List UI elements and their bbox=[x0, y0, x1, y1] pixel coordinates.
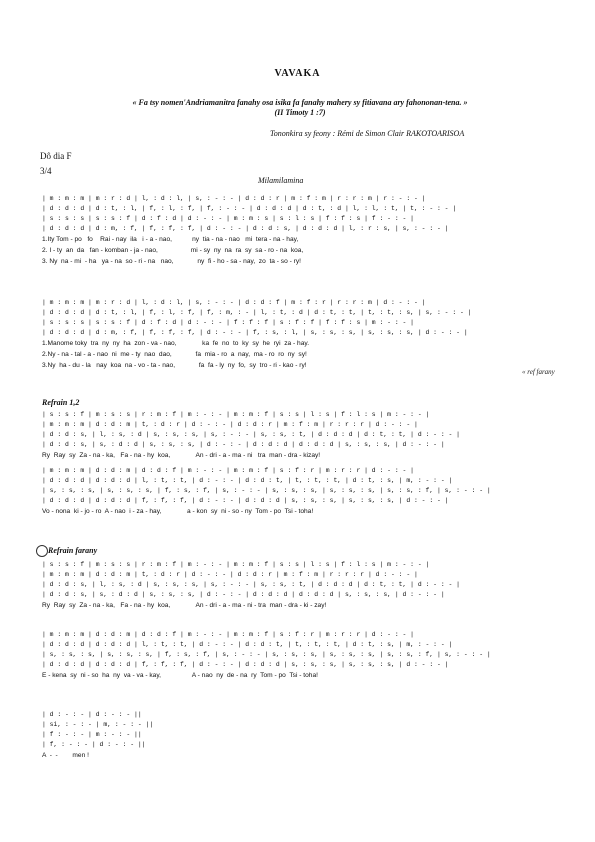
bass-line: | d : d : s, | s, : d : d | s, : s, : s, | d : - : - | d : d : d | d : d : d | s, : s, : s, | d : - : - | bbox=[42, 441, 445, 448]
soprano-line: | m : m : m | m : r : d | l, : d : l, | s, : - : - | d : d : f | m : f : r | r : r : m | d : - : - | bbox=[42, 299, 426, 306]
score-system-4 bbox=[42, 466, 562, 517]
epigraph bbox=[40, 98, 560, 118]
alto-line: | m : m : m | d : d : m | t, : d : r | d : - : - | d : d : r | m : f : m | r : r : r | d : - : - | bbox=[42, 421, 418, 428]
alto-line: | d : d : d | d : d : d | l, : t, : t, | d : - : - | d : d : t, | t, : t, : t, | d : t, : s, | m, : - : - | bbox=[42, 641, 453, 648]
tenor-line: | s : s : s | s : s : f | d : f : d | d : - : - | m : m : s | s : l : s | f : f : s | f : - : - | bbox=[42, 215, 414, 222]
score-system-6 bbox=[42, 630, 562, 681]
alto-line: | m : m : m | d : d : m | t, : d : r | d : - : - | d : d : r | m : f : m | r : r : r | d : - : - | bbox=[42, 571, 418, 578]
lyric-line: 3. Ny na - mi - ha ya - na so - ri - na nao, ny fi - ho - sa - nay, zo ta - so - ry! bbox=[42, 258, 301, 265]
lyric-line: 3.Ny ha - du - la nay koa na - vo - ta - nao, fa fa - ly ny fo, sy tro - ri - kao - ry! bbox=[42, 362, 307, 369]
alto-line: | d : d : d | d : t, : l, | f, : l, : f, | f, : m, : - | l, : t, : d | d : t, : t, | t, : t, : s, | s, : - : - | bbox=[42, 309, 472, 316]
lyric-line: 1.Manome toky tra ny ny ha zon - va - nao, ka fe no to ky sy he ryi za - hay. bbox=[42, 340, 310, 347]
lyric-line: Vo - nona ki - jo - ro A - nao i - za - hay, a - kon sy ni - so - ny Tom - po Tsi - toha! bbox=[42, 508, 314, 515]
lyric-line: A - - men ! bbox=[42, 752, 89, 759]
score-system-3 bbox=[42, 410, 562, 461]
soprano-line: | s : s : f | m : s : s | r : m : f | m : - : - | m : m : f | s : s | l : s | f : l : s | m : - : - | bbox=[42, 411, 430, 418]
soprano-line: | m : m : m | d : d : m | d : d : f | m : - : - | m : m : f | s : f : r | m : r : r | d : - : - | bbox=[42, 631, 414, 638]
bass-line: | d : d : s, | s, : d : d | s, : s, : s, | d : - : - | d : d : d | d : d : d | s, : s, : s, | d : - : - | bbox=[42, 591, 445, 598]
bass-line: | d : d : d | d : m, : f, | f, : f, : f, | d : - : - | f, : s, : l, | s, : s, : s, | s, : s, : s, | d : - : - | bbox=[42, 329, 468, 336]
lyric-line: E - kena sy ni - so ha ny va - va - kay, A - nao ny de - na ry Tom - po Tsi - toha! bbox=[42, 672, 318, 679]
tenor-line: | s, : s, : s, | s, : s, : s, | f, : s, : f, | s, : - : - | s, : s, : s, | s, : s, : s, | s, : s, : f, | s, : - : - | bbox=[42, 487, 491, 494]
soprano-line: | m : m : m | m : r : d | l, : d : l, | s, : - : - | d : d : r | m : f : m | r : r : m | r : - : - | bbox=[42, 195, 426, 202]
score-system-1 bbox=[42, 194, 562, 267]
tenor-line: | s : s : s | s : s : f | d : f : d | d : - : - | f : f : f | s : f : f | f : f : s | m : - : - | bbox=[42, 319, 414, 326]
soprano-line: | m : m : m | d : d : m | d : d : f | m : - : - | m : m : f | s : f : r | m : r : r | d : - : - | bbox=[42, 467, 414, 474]
lyric-line: 2.Ny - na - tal - a - nao ni me - ty nao dao, fa mia - ro a nay, ma - ro ro ny sy! bbox=[42, 351, 307, 358]
lyric-line: Ry Ray sy Za - na - ka, Fa - na - hy koa, An - dri - a - ma - ni - tra man - dra - ki - zay! bbox=[42, 602, 327, 609]
score-system-5 bbox=[42, 560, 562, 611]
epigraph-quote: « Fa tsy nomen'Andriamanitra fanahy osa isika fa fanahy mahery sy fitiavana ary fahononan-tena. » bbox=[132, 98, 468, 107]
bass-line: | d : d : d | d : d : d | f, : f, : f, | d : - : - | d : d : d | s, : s, : s, | s, : s, : s, | d : - : - | bbox=[42, 497, 449, 504]
epigraph-reference: (II Timoty 1 :7) bbox=[274, 108, 326, 117]
tempo-marking: Milamilamina bbox=[258, 176, 304, 185]
key-signature: Dô dia F bbox=[40, 151, 72, 161]
alto-line: | d : d : d | d : d : d | l, : t, : t, | d : - : - | d : d : t, | t, : t, : t, | d : t, : s, | m, : - : - | bbox=[42, 477, 453, 484]
circle-mark-icon bbox=[36, 545, 48, 557]
time-signature: 3/4 bbox=[40, 166, 52, 176]
lyric-line: 1.Ity Tom - po fo Rai - nay ila i - a - nao, ny tia - na - nao mi tera - na - hay, bbox=[42, 236, 299, 243]
score-system-amen bbox=[42, 710, 242, 761]
bass-line: | d : d : d | d : d : d | f, : f, : f, | d : - : - | d : d : d | s, : s, : s, | s, : s, : s, | d : - : - | bbox=[42, 661, 449, 668]
handwritten-annotation: « ref farany bbox=[522, 368, 555, 376]
refrain-label: Refrain 1,2 bbox=[42, 398, 80, 407]
alto-line: | si, : - : - | m, : - : - || bbox=[42, 721, 154, 728]
credits: Tononkira sy feony : Rémi de Simon Clair RAKOTOARISOA bbox=[270, 129, 465, 138]
soprano-line: | d : - : - | d : - : - || bbox=[42, 711, 142, 718]
lyric-line: Ry Ray sy Za - na - ka, Fa - na - hy koa, An - dri - a - ma - ni tra man - dra - kizay! bbox=[42, 452, 321, 459]
refrain-final-label: Refrain farany bbox=[48, 546, 98, 555]
alto-line: | d : d : d | d : t, : l, | f, : l, : f, | f, : - : - | d : d : d | d : t, : d | l, : l, : t, | t, : - : - | bbox=[42, 205, 457, 212]
tenor-line: | d : d : s, | l, : s, : d | s, : s, : s, | s, : - : - | s, : s, : t, | d : d : d | d : t, : t, | d : - : - | bbox=[42, 581, 461, 588]
bass-line: | f, : - : - | d : - : - || bbox=[42, 741, 146, 748]
tenor-line: | d : d : s, | l, : s, : d | s, : s, : s, | s, : - : - | s, : s, : t, | d : d : d | d : t, : t, | d : - : - | bbox=[42, 431, 461, 438]
tenor-line: | s, : s, : s, | s, : s, : s, | f, : s, : f, | s, : - : - | s, : s, : s, | s, : s, : s, | s, : s, : f, | s, : - : - | bbox=[42, 651, 491, 658]
song-title: VAVAKA bbox=[274, 68, 321, 79]
bass-line: | d : d : d | d : m, : f, | f, : f, : f, | d : - : - | d : d : s, | d : d : d | l, : r : s, | s, : - : - | bbox=[42, 225, 449, 232]
score-system-2 bbox=[42, 298, 562, 371]
lyric-line: 2. I - ty an da fan - komban - ja - nao, mi - sy ny na ra sy sa - ro - na koa, bbox=[42, 247, 304, 254]
soprano-line: | s : s : f | m : s : s | r : m : f | m : - : - | m : m : f | s : s | l : s | f : l : s | m : - : - | bbox=[42, 561, 430, 568]
tenor-line: | f : - : - | m : - : - || bbox=[42, 731, 142, 738]
